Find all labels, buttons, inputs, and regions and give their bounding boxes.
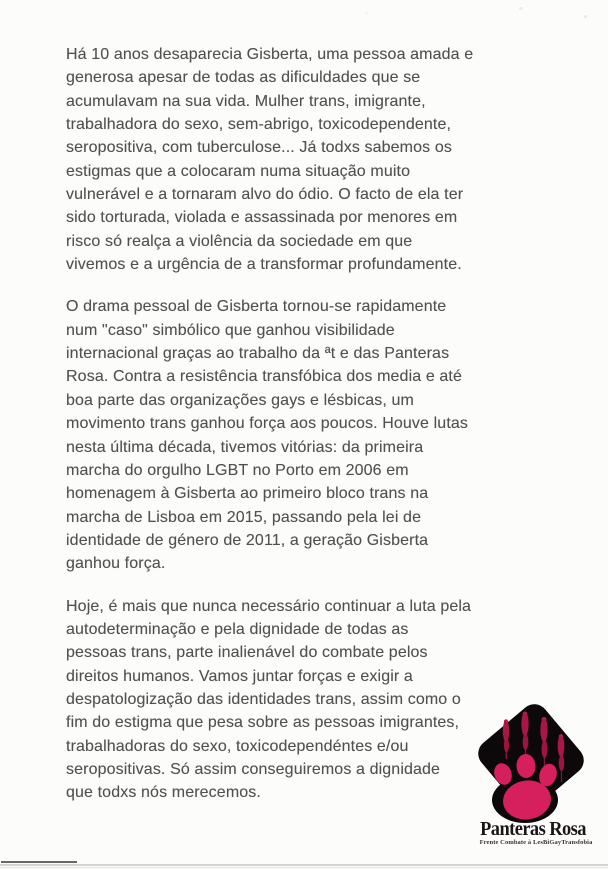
text-line: Há 10 anos desaparecia Gisberta, uma pessoa amada e	[66, 46, 474, 63]
text-line: trabalhadoras do sexo, toxicodependéntes e/ou	[66, 737, 409, 755]
text-line: num "caso" simbólico que ganhou visibilidade	[66, 321, 395, 339]
text-line: movimento trans ganhou força aos poucos. Houve lutas	[66, 415, 469, 433]
text-line: vulnerável e a tornaram alvo do ódio. O facto de ela ter	[66, 186, 464, 204]
text-line: estigmas que a colocaram numa situação muito	[66, 162, 411, 180]
panteras-rosa-logo-graphic	[470, 690, 608, 830]
text-line: seropositiva, com tuberculose... Já todxs sabemos os	[66, 139, 452, 157]
text-line: direitos humanos. Vamos juntar forças e exigir a	[66, 667, 413, 685]
logo-subtitle: Frente Combate à LesBiGayTransfobia	[479, 839, 593, 846]
text-line: ganhou força.	[66, 555, 166, 573]
text-line: risco só realça a violência da sociedade em que	[66, 232, 413, 250]
text-line: que todxs nós merecemos.	[66, 784, 261, 802]
scan-edge-line-gray	[0, 864, 608, 866]
scan-speck	[365, 12, 368, 14]
text-line: generosa apesar de todas as dificuldades que se	[66, 69, 421, 87]
scan-edge-line-faint	[0, 867, 608, 868]
text-line: despatologização das identidades trans, assim como o	[66, 690, 461, 708]
paragraph	[66, 43, 536, 276]
logo-title: Panteras Rosa	[480, 818, 586, 840]
paragraph	[66, 295, 536, 575]
text-line: Rosa. Contra a resistência transfóbica dos media e até	[66, 368, 463, 386]
text-line: trabalhadora do sexo, sem-abrigo, toxicodependente,	[66, 116, 452, 134]
body-text	[66, 43, 536, 824]
text-line: seropositivas. Só assim conseguiremos a dignidade	[66, 760, 441, 778]
text-line: homenagem à Gisberta ao primeiro bloco trans na	[66, 485, 429, 503]
text-line: marcha de Lisboa em 2015, passando pela lei de	[66, 508, 422, 526]
text-line: nesta última década, tivemos vitórias: da primeira	[66, 438, 424, 456]
text-line: marcha do orgulho LGBT no Porto em 2006 em	[66, 461, 409, 479]
text-line: fim do estigma que pesa sobre as pessoas imigrantes,	[66, 714, 460, 732]
text-line: acumulavam na sua vida. Mulher trans, imigrante,	[66, 92, 426, 110]
text-line: boa parte das organizações gays e lésbicas, um	[66, 391, 414, 409]
text-line: pessoas trans, parte inalienável do combate pelos	[66, 644, 428, 662]
text-line: identidade de género de 2011, a geração Gisberta	[66, 531, 429, 549]
text-line: internacional graças ao trabalho da ªt e das Panteras	[66, 345, 450, 363]
panteras-rosa-logo	[470, 690, 608, 860]
text-line: sido torturada, violada e assassinada por menores em	[66, 209, 458, 227]
text-line: Hoje, é mais que nunca necessário continuar a luta pela	[66, 597, 472, 615]
scan-speck	[519, 7, 523, 10]
paragraph	[66, 595, 536, 805]
text-line: autodeterminação e pela dignidade de todas as	[66, 620, 409, 638]
text-line: vivemos e a urgência de a transformar profundamente.	[66, 256, 462, 274]
scan-edge-line-dark	[1, 861, 77, 863]
paw-print-icon	[491, 754, 559, 823]
text-line: O drama pessoal de Gisberta tornou-se rapidamente	[66, 298, 447, 316]
scan-speck	[584, 15, 587, 18]
